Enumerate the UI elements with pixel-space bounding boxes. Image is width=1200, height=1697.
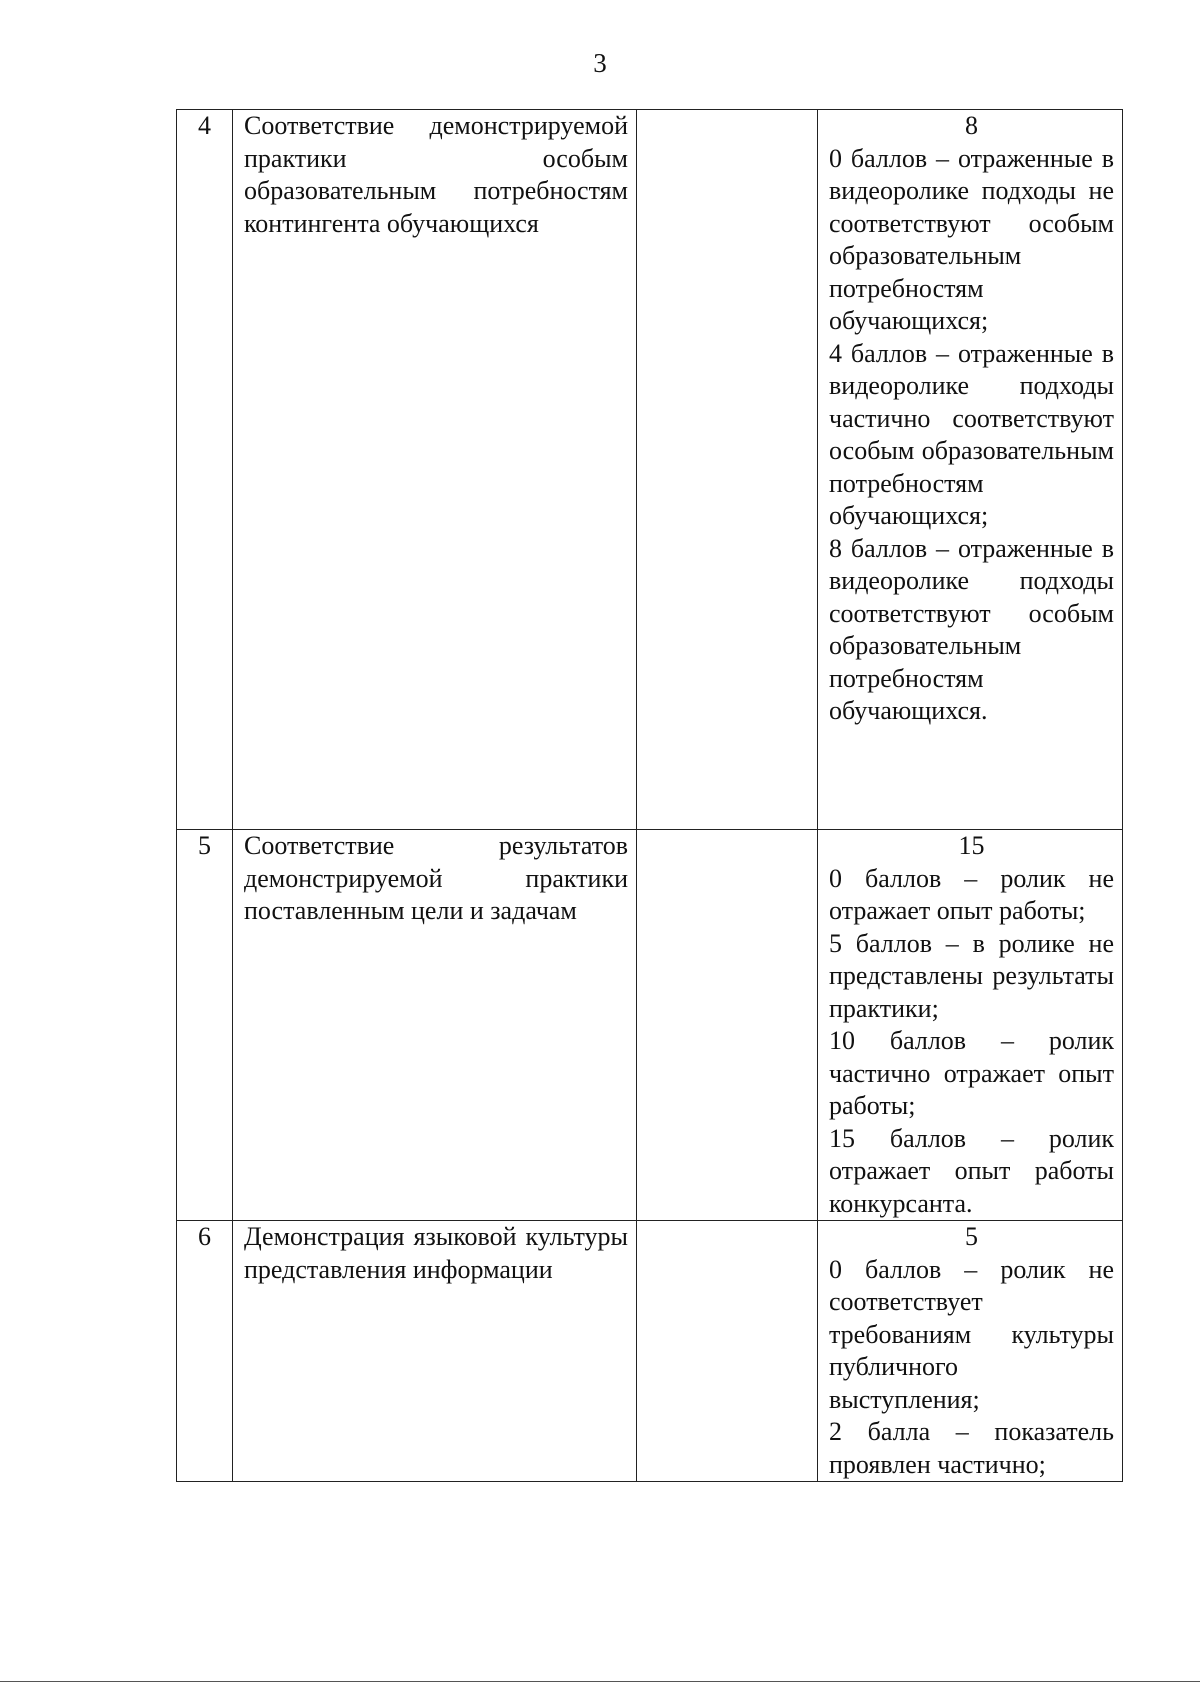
score-level: 0 баллов – ролик не отражает опыт работы;: [829, 863, 1114, 925]
table-row: [177, 830, 1123, 1221]
empty-cell: [637, 830, 818, 1221]
empty-cell: [637, 1221, 818, 1482]
row-number: 6: [177, 1221, 233, 1482]
max-score: 5: [965, 1222, 978, 1251]
max-score: 15: [958, 831, 985, 860]
score-level: 4 баллов – отраженные в видеоролике подходы частично соответствуют особым образовательным потребностям обучающихся;: [829, 338, 1114, 530]
criterion-text: Соответствие результатов демонстрируемой практики поставленным цели и задачам: [233, 830, 637, 1221]
score-level: 10 баллов – ролик частично отражает опыт работы;: [829, 1026, 1114, 1120]
score-level: 0 баллов – ролик не соответствует требованиям культуры публичного выступления;: [829, 1254, 1114, 1414]
score-cell: [818, 1221, 1123, 1482]
score-cell: [818, 830, 1123, 1221]
max-score: 8: [965, 111, 978, 140]
page-number: 3: [593, 48, 607, 78]
score-level: 8 баллов – отраженные в видеоролике подходы соответствуют особым образовательным потребностям обучающихся.: [829, 533, 1114, 725]
score-level: 0 баллов – отраженные в видеоролике подходы не соответствуют особым образовательным потребностям обучающихся;: [829, 143, 1114, 335]
criterion-text: Соответствие демонстрируемой практики особым образовательным потребностям контингента обучающихся: [233, 110, 637, 830]
criteria-table: [176, 109, 1123, 1482]
row-number: 4: [177, 110, 233, 830]
row-number: 5: [177, 830, 233, 1221]
page-bottom-rule: [0, 1681, 1200, 1682]
score-level: 2 балла – показатель проявлен частично;: [829, 1417, 1114, 1479]
criterion-text: Демонстрация языковой культуры представления информации: [233, 1221, 637, 1482]
table-row: [177, 110, 1123, 830]
table-row: [177, 1221, 1123, 1482]
score-level: 5 баллов – в ролике не представлены результаты практики;: [829, 928, 1114, 1023]
empty-cell: [637, 110, 818, 830]
score-cell: [818, 110, 1123, 830]
score-level: 15 баллов – ролик отражает опыт работы конкурсанта.: [829, 1123, 1114, 1218]
